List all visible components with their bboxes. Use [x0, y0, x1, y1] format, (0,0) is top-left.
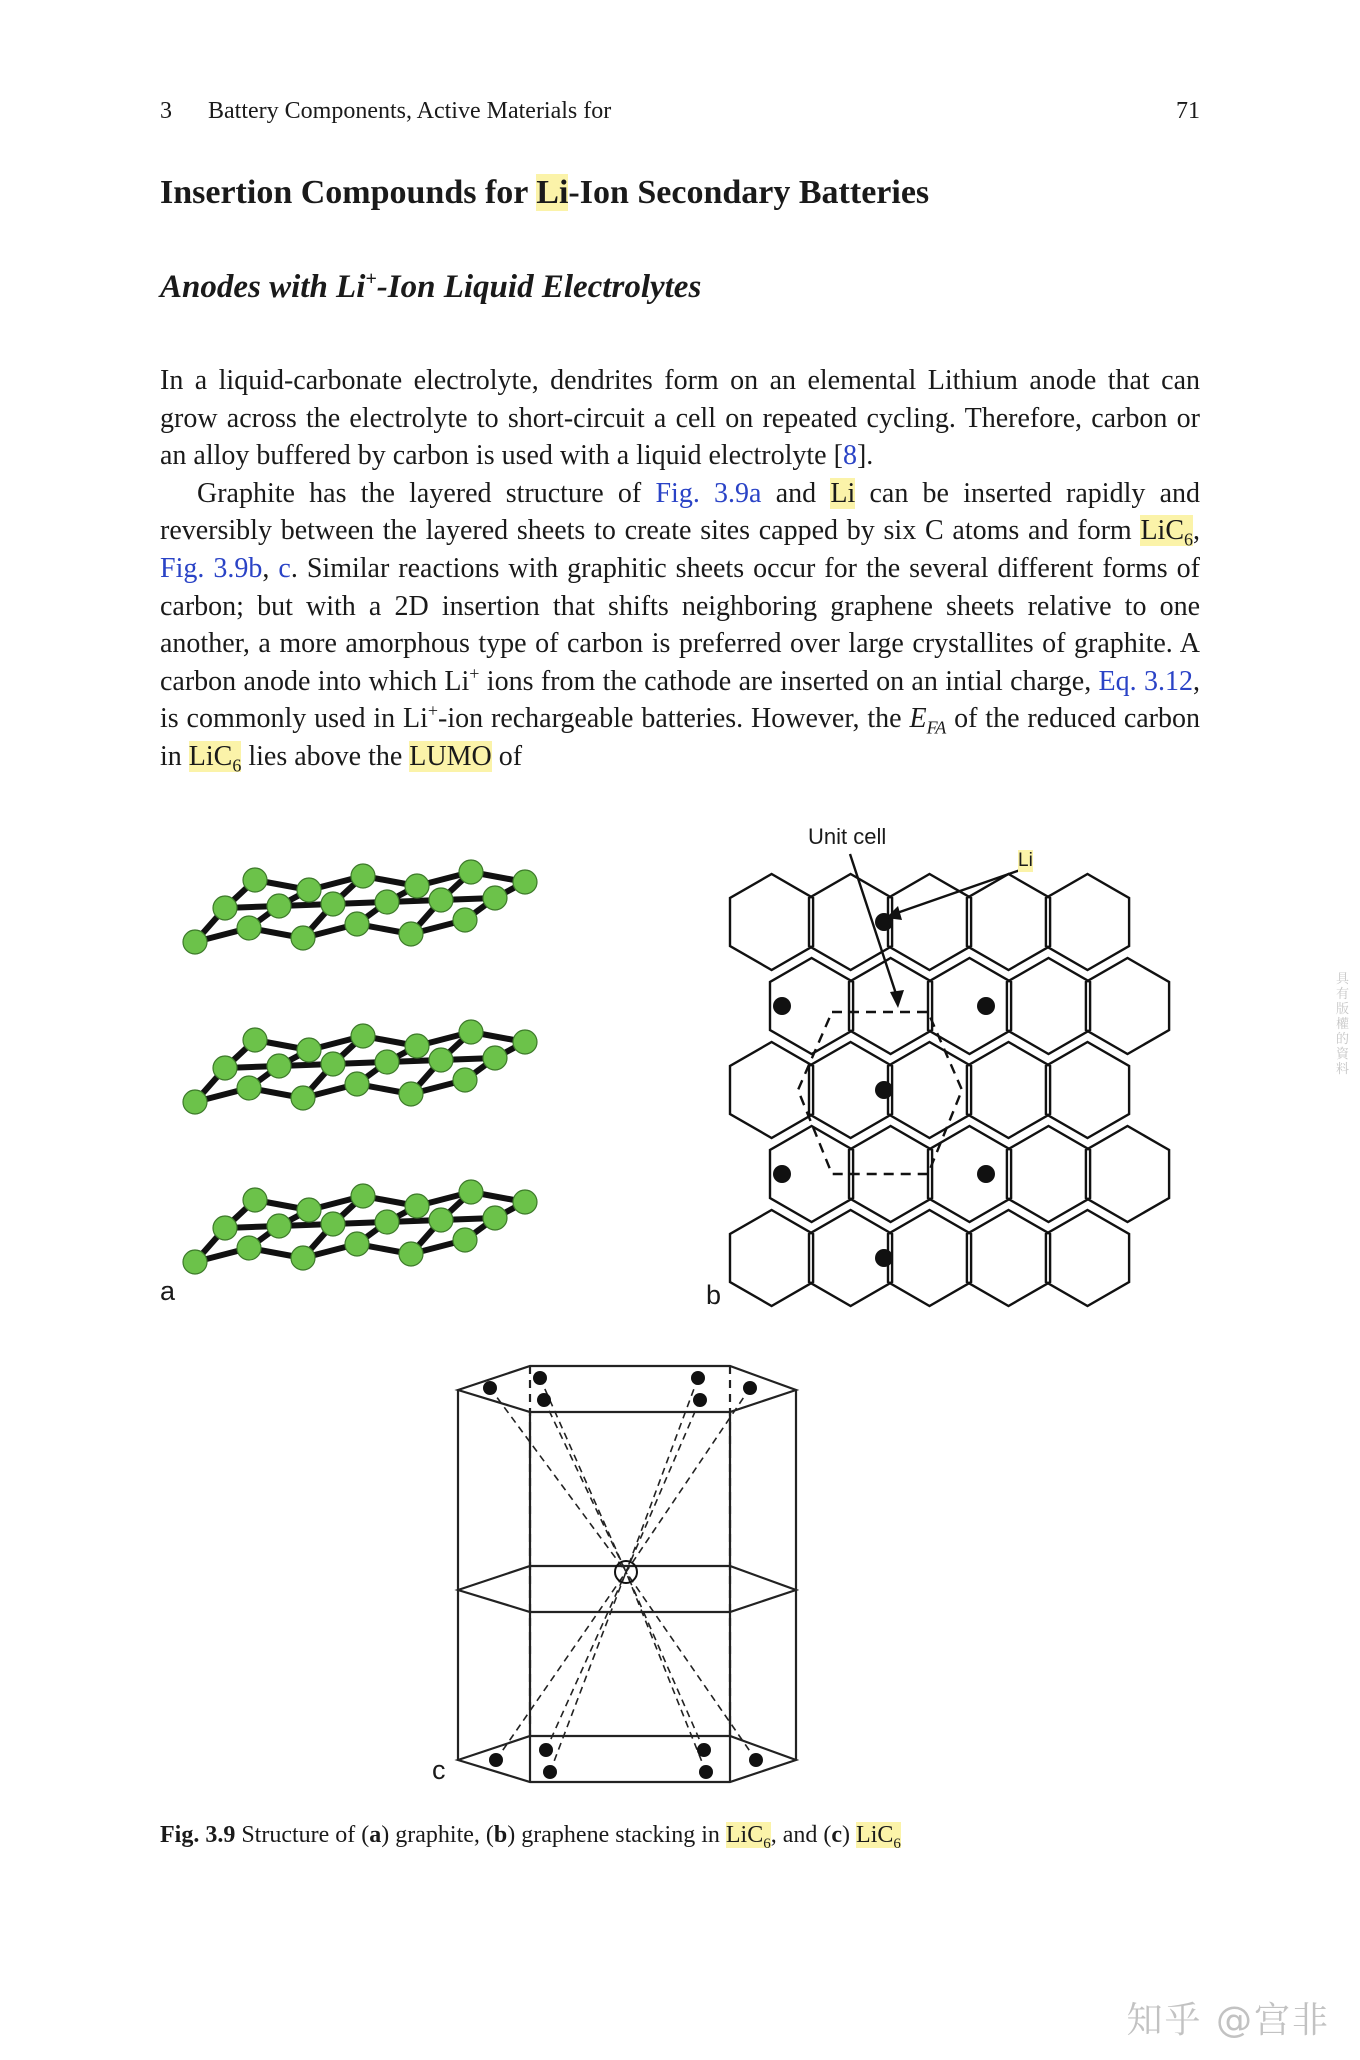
caption-label: Fig. 3.9 — [160, 1822, 236, 1848]
highlight-lumo: LUMO — [409, 740, 492, 772]
paragraph-1: In a liquid-carbonate electrolyte, dendrites form on an elemental Lithium anode that can grow across the electrolyte to short-circuit a cell on repeated cycling. Therefore, carbon or an alloy buffered by carbon is used with a liquid electrolyte [8]. — [160, 365, 1200, 472]
graphene-hexagon — [730, 874, 813, 970]
carbon-atom — [459, 860, 483, 884]
highlight-lic6: LiC$_6$ — [856, 1822, 901, 1852]
graphene-hexagon — [1046, 1042, 1129, 1138]
graphene-stacking-diagram — [700, 820, 1220, 1310]
carbon-atom — [513, 1190, 537, 1214]
carbon-atom — [543, 1765, 557, 1779]
carbon-atom — [291, 1086, 315, 1110]
carbon-atom — [483, 1381, 497, 1395]
graphene-hexagon — [1046, 1210, 1129, 1306]
li-arrow — [894, 868, 1026, 914]
carbon-atom — [321, 1052, 345, 1076]
graphene-hexagon — [1007, 1126, 1090, 1222]
carbon-atom — [297, 1198, 321, 1222]
highlight-li: Li — [830, 477, 856, 509]
carbon-atom — [743, 1381, 757, 1395]
li-c-bond — [490, 1388, 626, 1572]
li-c-bond — [540, 1378, 626, 1572]
section-title: Insertion Compounds for Li-Ion Secondary Batteries — [160, 174, 930, 211]
carbon-atom — [693, 1393, 707, 1407]
graphene-hexagon — [967, 1210, 1050, 1306]
carbon-atom — [291, 1246, 315, 1270]
lithium-atom — [773, 997, 791, 1015]
carbon-atom — [237, 1236, 261, 1260]
carbon-atom — [429, 888, 453, 912]
lic6-unit-cell-diagram — [430, 1350, 920, 1790]
carbon-atom — [351, 864, 375, 888]
carbon-atom — [459, 1180, 483, 1204]
carbon-atom — [213, 1056, 237, 1080]
carbon-atom — [699, 1765, 713, 1779]
lithium-atom — [875, 1081, 893, 1099]
carbon-atom — [345, 1072, 369, 1096]
highlight-lic6: LiC$_6$ — [725, 1822, 771, 1852]
body-text — [160, 362, 1200, 776]
fig-3-9a-link[interactable]: Fig. 3.9a — [655, 477, 762, 509]
chapter-number: 3 — [160, 98, 172, 124]
watermark: 知乎 @宫非 — [1126, 2000, 1330, 2041]
lithium-atom — [875, 1249, 893, 1267]
figure-caption: Fig. 3.9 Structure of (a) graphite, (b) graphene stacking in LiC$_6$, and (c) LiC$_6$ — [160, 1822, 901, 1852]
carbon-atom — [237, 916, 261, 940]
carbon-atom — [691, 1371, 705, 1385]
carbon-atom — [243, 1028, 267, 1052]
carbon-atom — [749, 1753, 763, 1767]
graphene-hexagon — [967, 874, 1050, 970]
carbon-atom — [453, 1068, 477, 1092]
carbon-atom — [237, 1076, 261, 1100]
carbon-atom — [183, 1090, 207, 1114]
carbon-atom — [291, 926, 315, 950]
carbon-atom — [459, 1020, 483, 1044]
carbon-atom — [483, 886, 507, 910]
carbon-atom — [429, 1208, 453, 1232]
li-c-bond — [544, 1400, 626, 1572]
carbon-atom — [405, 874, 429, 898]
graphene-hexagon — [1046, 874, 1129, 970]
carbon-atom — [405, 1194, 429, 1218]
prism-bottom-face — [458, 1736, 796, 1782]
side-copyright-mark: 具有版權的資料 — [1336, 972, 1350, 1077]
li-c-bond — [546, 1572, 626, 1750]
carbon-atom — [405, 1034, 429, 1058]
carbon-atom — [345, 1232, 369, 1256]
carbon-atom — [183, 1250, 207, 1274]
carbon-atom — [375, 1050, 399, 1074]
carbon-atom — [345, 912, 369, 936]
carbon-atom — [321, 1212, 345, 1236]
carbon-atom — [697, 1743, 711, 1757]
graphene-hexagon — [928, 1126, 1011, 1222]
page-number: 71 — [1176, 98, 1200, 124]
graphene-hexagon — [888, 1210, 971, 1306]
lithium-atom — [773, 1165, 791, 1183]
carbon-atom — [453, 908, 477, 932]
carbon-atom — [533, 1371, 547, 1385]
li-c-bond — [626, 1572, 704, 1750]
graphene-hexagon — [849, 958, 932, 1054]
carbon-atom — [483, 1206, 507, 1230]
carbon-atom — [351, 1184, 375, 1208]
subsection-title: Anodes with Li+-Ion Liquid Electrolytes — [160, 268, 702, 305]
carbon-atom — [399, 922, 423, 946]
li-c-bond — [550, 1572, 626, 1772]
carbon-atom — [399, 1082, 423, 1106]
graphite-layers-diagram — [160, 830, 680, 1310]
fig-3-9b-link[interactable]: Fig. 3.9b — [160, 552, 263, 584]
graphene-hexagon — [1007, 958, 1090, 1054]
highlight-li: Li — [536, 174, 569, 211]
carbon-atom — [297, 1038, 321, 1062]
carbon-atom — [513, 1030, 537, 1054]
carbon-atom — [267, 1054, 291, 1078]
eq-3-12-link[interactable]: Eq. 3.12 — [1098, 665, 1193, 697]
lithium-atom — [977, 1165, 995, 1183]
graphene-hexagon — [730, 1042, 813, 1138]
unit-cell-arrowhead — [890, 990, 904, 1008]
citation-link[interactable]: 8 — [842, 440, 857, 472]
li-c-bond — [626, 1400, 700, 1572]
carbon-atom — [351, 1024, 375, 1048]
highlight-lic6: LiC$_6$ — [1140, 515, 1193, 550]
li-label: Li — [1018, 850, 1033, 871]
carbon-atom — [243, 1188, 267, 1212]
carbon-atom — [399, 1242, 423, 1266]
panel-label-a: a — [160, 1276, 176, 1306]
carbon-atom — [513, 870, 537, 894]
li-c-bond — [496, 1572, 626, 1760]
highlight-lic6: LiC$_6$ — [188, 740, 242, 776]
carbon-atom — [267, 1214, 291, 1238]
carbon-atom — [243, 868, 267, 892]
carbon-atom — [321, 892, 345, 916]
carbon-atom — [213, 896, 237, 920]
lithium-atom — [977, 997, 995, 1015]
unit-cell-label: Unit cell — [808, 824, 887, 849]
carbon-atom — [539, 1743, 553, 1757]
graphene-hexagon — [1086, 1126, 1169, 1222]
carbon-atom — [453, 1228, 477, 1252]
carbon-atom — [537, 1393, 551, 1407]
graphene-hexagon — [888, 874, 971, 970]
carbon-atom — [183, 930, 207, 954]
carbon-atom — [267, 894, 291, 918]
graphene-hexagon — [967, 1042, 1050, 1138]
carbon-atom — [375, 1210, 399, 1234]
graphene-hexagon — [730, 1210, 813, 1306]
running-head-title: Battery Components, Active Materials for — [208, 98, 612, 124]
figure-3-9c-lic6-cell — [430, 1350, 920, 1790]
figure-3-9b-graphene-stacking — [700, 820, 1220, 1310]
li-c-bond — [626, 1572, 706, 1772]
panel-label-b: b — [706, 1280, 722, 1310]
li-c-bond — [626, 1378, 698, 1572]
carbon-atom — [297, 878, 321, 902]
li-c-bond — [626, 1388, 750, 1572]
li-c-bond — [626, 1572, 756, 1760]
carbon-atom — [213, 1216, 237, 1240]
graphene-hexagon — [1086, 958, 1169, 1054]
graphene-hexagon — [888, 1042, 971, 1138]
carbon-atom — [489, 1753, 503, 1767]
paragraph-2: Graphite has the layered structure of Fig. 3.9a and Li can be inserted rapidly and reversibly between the layered sheets to create sites capped by six C atoms and form LiC$_6$, Fig. 3.9b, c. Similar reactions with graphitic sheets occur for the several different forms of carbon; but with a 2D insertion that shifts neighboring graphene sheets relative to one another, a more amorphous type of carbon is preferred over large crystallites of graphite. A carbon anode into which Li+ ions from the cathode are inserted on an intial charge, Eq. 3.12, is commonly used in Li+-ion rechargeable batteries. However, the $E_{FA}$ of the reduced carbon in LiC$_6$ lies above the LUMO of — [160, 477, 1201, 776]
carbon-atom — [483, 1046, 507, 1070]
panel-label-c: c — [432, 1755, 446, 1785]
carbon-atom — [375, 890, 399, 914]
figure-3-9a-graphite — [160, 830, 680, 1310]
carbon-atom — [429, 1048, 453, 1072]
fig-3-9c-link[interactable]: c — [278, 552, 291, 584]
